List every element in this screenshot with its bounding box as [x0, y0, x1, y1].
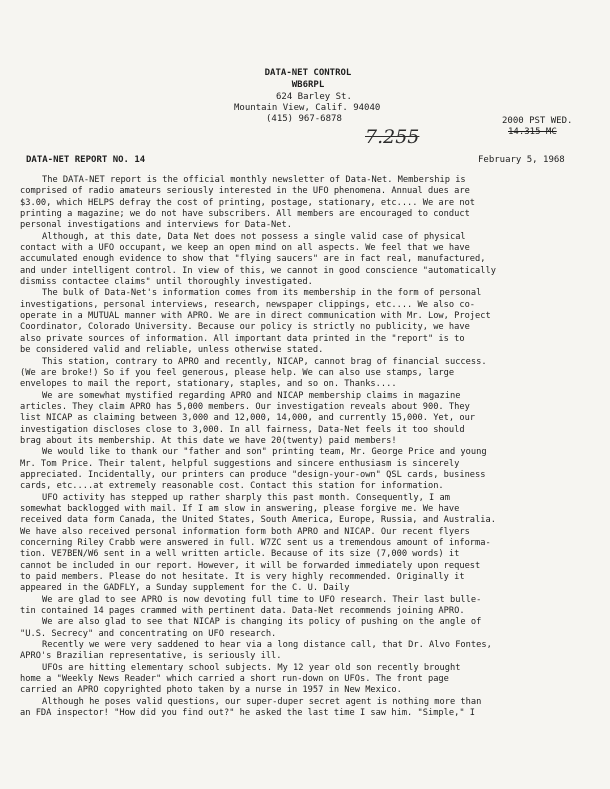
body-line: cards, etc....at extremely reasonable cost. Contact this station for information. — [20, 481, 444, 492]
newsletter-body — [20, 175, 585, 720]
body-line: Although, at this date, Data Net does not possess a single valid case of physical — [42, 231, 466, 242]
callsign: WB6RPL — [291, 80, 325, 90]
body-line: The bulk of Data-Net's information comes from its membership in the form of personal — [42, 288, 482, 299]
body-line: (We are broke!) So if you feel generous, please help. We can also use stamps, large — [20, 367, 455, 378]
report-date: February 5, 1968 — [478, 155, 565, 165]
body-line: operate in a MUTUAL manner with APRO. We are in direct communication with Mr. Low, Project — [20, 311, 491, 322]
body-line: APRO's Brazilian representative, is seriously ill. — [20, 651, 282, 662]
body-line: investigations, personal interviews, research, newspaper clippings, etc.... We also co- — [20, 299, 476, 310]
body-line: carried an APRO copyrighted photo taken by a nurse in 1957 in New Mexico. — [20, 685, 402, 696]
body-line: accumulated enough evidence to show that "flying saucers" are in fact real, manufactured, — [20, 254, 486, 265]
body-line: cannot be included in our report. However, it will be forwarded immediately upon request — [20, 560, 481, 571]
body-line: also private sources of information. All important data printed in the "report" is to — [20, 333, 465, 344]
body-line: dismiss contactee claims" until thoroughly investigated. — [20, 277, 313, 288]
body-line: UFOs are hitting elementary school subjects. My 12 year old son recently brought — [42, 662, 461, 673]
body-line: brag about its membership. At this date we have 20(twenty) paid members! — [20, 435, 397, 446]
body-line: $3.00, which HELPS defray the cost of printing, postage, stationary, etc.... We are not — [20, 197, 476, 208]
body-line: to paid members. Please do not hesitate. It is very highly recommended. Originally it — [20, 572, 465, 583]
body-line: printing a magazine; we do not have subscribers. All members are encouraged to conduct — [20, 209, 470, 220]
body-line: We have also received personal information form both APRO and NICAP. Our recent flyers — [20, 526, 470, 537]
address-line-2: Mountain View, Calif. 94040 — [234, 103, 381, 113]
body-line: list NICAP as claiming between 3,000 and 12,000, 14,000, and currently 15,000. Yet, our — [20, 413, 476, 424]
net-time: 2000 PST WED. — [502, 116, 573, 126]
address-line-1: 624 Barley St. — [276, 92, 352, 102]
body-line: Mr. Tom Price. Their talent, helpful suggestions and sincere enthusiasm is sincerely — [20, 458, 460, 469]
body-line: "U.S. Secrecy" and concentrating on UFO research. — [20, 628, 277, 639]
body-line: This station, contrary to APRO and recently, NICAP, cannot brag of financial success. — [42, 356, 487, 367]
org-name: DATA-NET CONTROL — [264, 68, 352, 78]
body-line: We are glad to see APRO is now devoting full time to UFO research. Their last bulle- — [42, 594, 482, 605]
body-line: appreciated. Incidentally, our printers can produce "design-your-own" QSL cards, business — [20, 469, 486, 480]
phone-number: (415) 967-6878 — [266, 114, 342, 124]
body-line: We are also glad to see that NICAP is changing its policy of pushing on the angle of — [42, 617, 482, 628]
body-line: tion. VE7BEN/W6 sent in a well written article. Because of its size (7,000 words) it — [20, 549, 460, 560]
body-line: contact with a UFO occupant, we keep an open mind on all aspects. We feel that we have — [20, 243, 470, 254]
handwritten-issue-number: 7.255 — [365, 126, 420, 148]
body-line: received data form Canada, the United States, South America, Europe, Russia, and Australia. — [20, 515, 496, 526]
body-line: comprised of radio amateurs seriously interested in the UFO phenomena. Annual dues are — [20, 186, 470, 197]
body-line: somewhat backlogged with mail. If I am slow in answering, please forgive me. We have — [20, 503, 460, 514]
body-line: Although he poses valid questions, our super-duper secret agent is nothing more than — [42, 696, 482, 707]
body-line: personal investigations and interviews for Data-Net. — [20, 220, 292, 231]
body-line: be considered valid and reliable, unless otherwise stated. — [20, 345, 324, 356]
net-frequency-struck: 14.315 MC — [508, 127, 557, 137]
body-line: UFO activity has stepped up rather sharply this past month. Consequently, I am — [42, 492, 450, 503]
body-line: We would like to thank our "father and son" printing team, Mr. George Price and young — [42, 447, 487, 458]
body-line: envelopes to mail the report, stationary, staples, and so on. Thanks.... — [20, 379, 397, 390]
body-line: and under intelligent control. In view of this, we cannot in good conscience "automatically — [20, 265, 496, 276]
body-line: appeared in the GADFLY, a Sunday supplement for the C. U. Daily — [20, 583, 350, 594]
report-number: DATA-NET REPORT NO. 14 — [26, 155, 146, 165]
body-line: articles. They claim APRO has 5,000 members. Our investigation reveals about 900. They — [20, 401, 470, 412]
body-line: The DATA-NET report is the official monthly newsletter of Data-Net. Membership is — [42, 175, 466, 185]
body-line: tin contained 14 pages crammed with pertinent data. Data-Net recommends joining APRO. — [20, 606, 465, 617]
body-line: concerning Riley Crabb were answered in full. W7ZC sent us a tremendous amount of informa- — [20, 538, 491, 548]
body-line: Recently we were very saddened to hear via a long distance call, that Dr. Alvo Fontes, — [42, 640, 492, 651]
body-line: an FDA inspector! "How did you find out?" he asked the last time I saw him. "Simple," I — [20, 708, 476, 719]
body-line: We are somewhat mystified regarding APRO and NICAP membership claims in magazine — [42, 390, 461, 401]
body-line: home a "Weekly News Reader" which carried a short run-down on UFOs. The front page — [20, 674, 449, 685]
body-line: investigation discloses close to 3,000. In all fairness, Data-Net feels it too should — [20, 424, 465, 435]
body-line: Coordinator, Colorado University. Because our policy is strictly no publicity, we have — [20, 322, 470, 333]
